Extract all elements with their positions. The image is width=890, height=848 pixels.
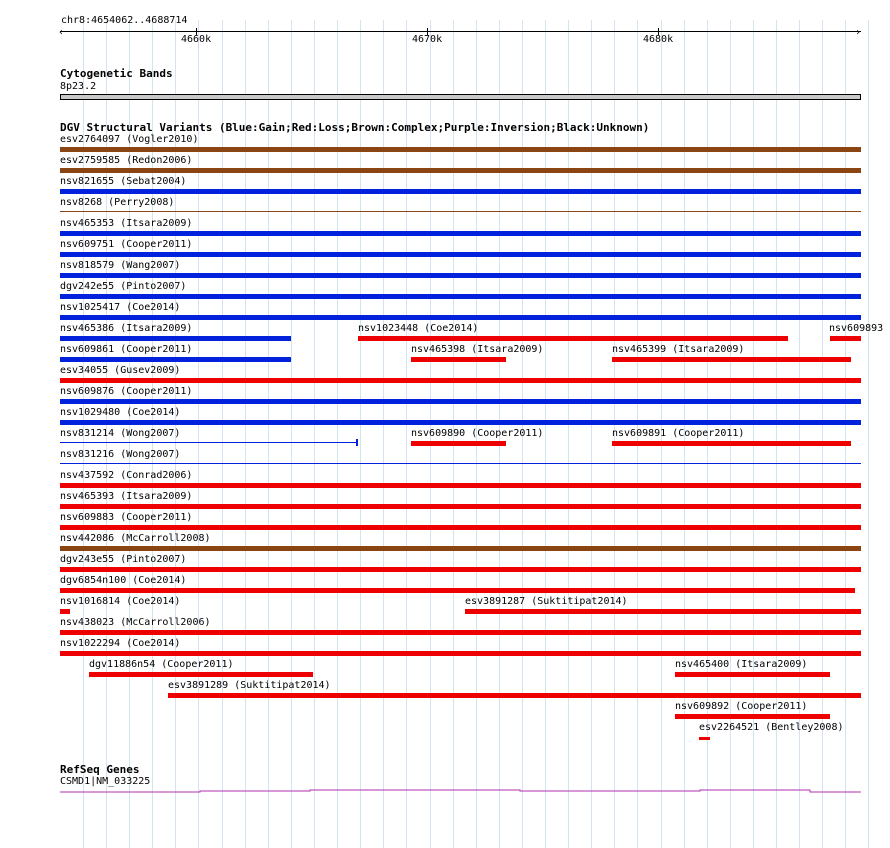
variant-label: nsv609876 (Cooper2011) [60,386,193,397]
variant-label: esv3891287 (Suktitipat2014) [465,596,628,607]
variant-label: nsv442086 (McCarroll2008) [60,533,211,544]
variant-label: esv2759585 (Redon2006) [60,155,193,166]
gene-model-line[interactable] [60,790,861,792]
variant-label: nsv465386 (Itsara2009) [60,323,193,334]
refseq-gene-label: CSMD1|NM_033225 [60,776,151,787]
variant-label: nsv465399 (Itsara2009) [612,344,745,355]
cytoband-track-title: Cytogenetic Bands [60,67,173,80]
variant-label: dgv243e55 (Pinto2007) [60,554,187,565]
variant-label: nsv465393 (Itsara2009) [60,491,193,502]
variant-label: esv3891289 (Suktitipat2014) [168,680,331,691]
ruler-tick-label: 4670k [412,34,443,45]
variant-label: nsv609861 (Cooper2011) [60,344,193,355]
variant-label: nsv438023 (McCarroll2006) [60,617,211,628]
variant-label: nsv821655 (Sebat2004) [60,176,187,187]
variant-label: nsv609892 (Cooper2011) [675,701,808,712]
variant-label: nsv1023448 (Coe2014) [358,323,479,334]
variant-label: nsv609891 (Cooper2011) [612,428,745,439]
variant-label: nsv437592 (Conrad2006) [60,470,193,481]
variant-label: nsv609890 (Cooper2011) [411,428,544,439]
variant-label: dgv11886n54 (Cooper2011) [89,659,234,670]
dgv-track-title: DGV Structural Variants (Blue:Gain;Red:Loss;Brown:Complex;Purple:Inversion;Black:Unknown) [60,121,650,134]
ruler-right-arrow: › [855,27,862,38]
variant-label: esv2264521 (Bentley2008) [699,722,844,733]
variant-label: nsv1025417 (Coe2014) [60,302,181,313]
ruler-tick-label: 4680k [643,34,674,45]
ruler-tick-label: 4660k [181,34,212,45]
variant-label: dgv242e55 (Pinto2007) [60,281,187,292]
cytoband-label: 8p23.2 [60,81,97,92]
variant-label: nsv1016814 (Coe2014) [60,596,181,607]
variant-label: nsv831214 (Wong2007) [60,428,181,439]
ruler-left-arrow: ‹ [58,27,65,38]
refseq-track-title: RefSeq Genes [60,763,140,776]
variant-label: nsv465400 (Itsara2009) [675,659,808,670]
variant-label: nsv609751 (Cooper2011) [60,239,193,250]
variant-label: nsv8268 (Perry2008) [60,197,175,208]
variant-label: nsv1029480 (Coe2014) [60,407,181,418]
variant-label: esv2764097 (Vogler2010) [60,134,199,145]
coordinate-range-label: chr8:4654062..4688714 [61,15,188,26]
variant-label: nsv609883 (Cooper2011) [60,512,193,523]
variant-label: nsv465398 (Itsara2009) [411,344,544,355]
variant-label: dgv6854n100 (Coe2014) [60,575,187,586]
variant-label: nsv831216 (Wong2007) [60,449,181,460]
variant-label: nsv818579 (Wang2007) [60,260,181,271]
variant-label: nsv1022294 (Coe2014) [60,638,181,649]
variant-label: nsv465353 (Itsara2009) [60,218,193,229]
variant-label: esv34055 (Gusev2009) [60,365,181,376]
variant-label: nsv609893 [829,323,884,334]
